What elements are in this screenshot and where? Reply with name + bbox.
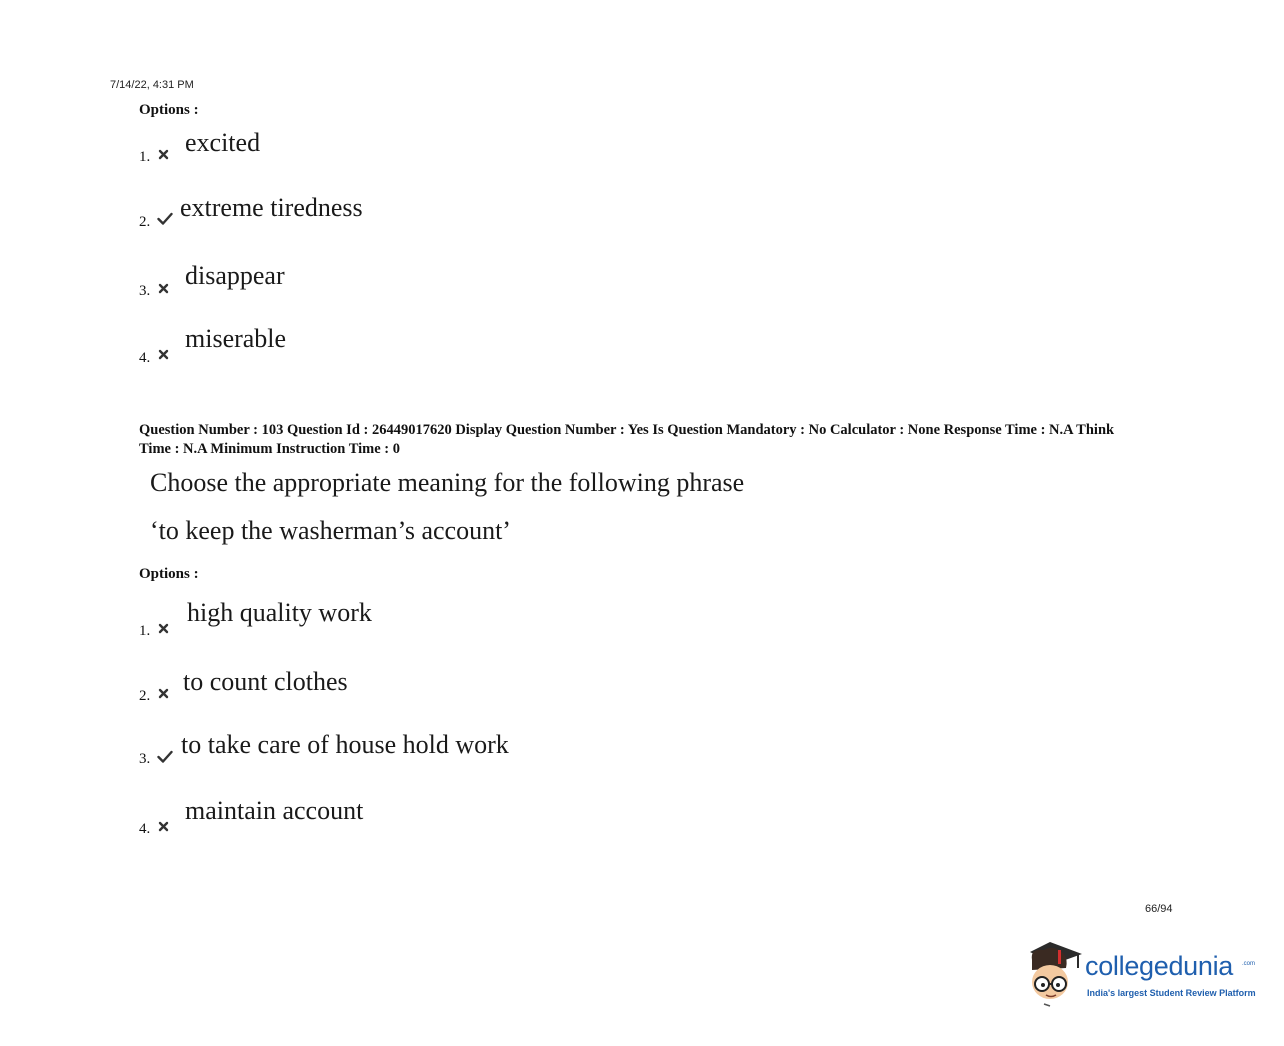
cross-icon [157,348,170,361]
cross-icon [157,622,170,635]
page-number: 66/94 [1145,903,1173,915]
question-phrase: ‘to keep the washerman’s account’ [150,516,511,545]
check-icon [157,750,173,763]
print-timestamp: 7/14/22, 4:31 PM [110,79,194,91]
option-text: excited [185,128,261,157]
logo-domain: .com [1242,961,1256,967]
cross-icon [157,282,170,295]
option-text: to take care of house hold work [181,730,509,759]
logo-tagline: India's largest Student Review Platform [1087,988,1256,998]
option-number: 2. [139,688,151,704]
question-text: Choose the appropriate meaning for the following phrase [150,468,745,497]
logo-wordmark: collegedunia [1085,951,1234,981]
options-label: Options : [139,102,199,118]
option-number: 4. [139,350,151,366]
question-meta: Question Number : 103 Question Id : 26449017620 Display Question Number : Yes Is Question Mandatory : No Calculator : None Response Time : N.A Think Time : N.A Minimum Instruction Time : 0 [139,422,1115,457]
option-number: 3. [139,283,151,299]
option-number: 1. [139,623,151,639]
option-number: 1. [139,149,151,165]
option-text: high quality work [187,598,372,627]
option-text: maintain account [185,796,364,825]
option-number: 3. [139,751,151,767]
option-number: 4. [139,821,151,837]
check-icon [157,212,173,225]
cross-icon [157,820,170,833]
option-text: disappear [185,261,285,290]
options-label: Options : [139,566,199,582]
mascot-icon [1024,940,1086,1008]
option-text: miserable [185,324,287,353]
option-number: 2. [139,214,151,230]
option-text: extreme tiredness [180,193,363,222]
option-text: to count clothes [183,667,348,696]
cross-icon [157,148,170,161]
cross-icon [157,687,170,700]
